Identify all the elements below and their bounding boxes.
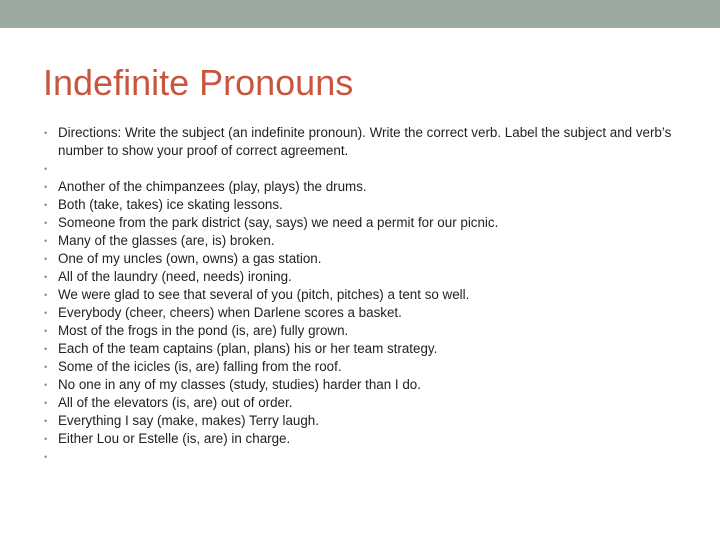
- bullet-item: [43, 376, 683, 394]
- bullet-item: [43, 394, 683, 412]
- bullet-item: [43, 340, 683, 358]
- bullet-dot-icon: •: [44, 398, 48, 408]
- bullet-text: No one in any of my classes (study, studies) harder than I do.: [58, 377, 421, 392]
- bullet-text: Everybody (cheer, cheers) when Darlene scores a basket.: [58, 305, 402, 320]
- bullet-item: [43, 430, 683, 448]
- bullet-dot-icon: •: [44, 290, 48, 300]
- bullet-item: [43, 124, 683, 160]
- bullet-item: [43, 250, 683, 268]
- bullet-item: [43, 232, 683, 250]
- bullet-dot-icon: •: [44, 272, 48, 282]
- bullet-text: Directions: Write the subject (an indefinite pronoun). Write the correct verb. Label the subject and verb’s number to show your proof of correct agreement.: [58, 125, 672, 158]
- bullet-item: [43, 160, 683, 178]
- bullet-dot-icon: •: [44, 362, 48, 372]
- bullet-dot-icon: •: [44, 452, 48, 462]
- bullet-text: Another of the chimpanzees (play, plays) the drums.: [58, 179, 367, 194]
- bullet-dot-icon: •: [44, 416, 48, 426]
- bullet-item: [43, 322, 683, 340]
- bullet-text: Either Lou or Estelle (is, are) in charge.: [58, 431, 291, 446]
- bullet-text: Both (take, takes) ice skating lessons.: [58, 197, 283, 212]
- bullet-item: [43, 412, 683, 430]
- slide-title: Indefinite Pronouns: [43, 62, 354, 103]
- bullet-dot-icon: •: [44, 218, 48, 228]
- bullet-dot-icon: •: [44, 326, 48, 336]
- bullet-list: [43, 124, 683, 466]
- bullet-dot-icon: •: [44, 200, 48, 210]
- bullet-dot-icon: •: [44, 380, 48, 390]
- bullet-item: [43, 268, 683, 286]
- bullet-text: One of my uncles (own, owns) a gas station.: [58, 251, 322, 266]
- bullet-text: Someone from the park district (say, says) we need a permit for our picnic.: [58, 215, 499, 230]
- bullet-item: [43, 286, 683, 304]
- bullet-text: Everything I say (make, makes) Terry laugh.: [58, 413, 319, 428]
- bullet-text: We were glad to see that several of you (pitch, pitches) a tent so well.: [58, 287, 470, 302]
- bullet-item: [43, 196, 683, 214]
- bullet-dot-icon: •: [44, 308, 48, 318]
- top-header-bar: [0, 0, 720, 28]
- bullet-item: [43, 178, 683, 196]
- bullet-item: [43, 214, 683, 232]
- bullet-dot-icon: •: [44, 128, 48, 138]
- bullet-dot-icon: •: [44, 164, 48, 174]
- bullet-item: [43, 304, 683, 322]
- bullet-text: Many of the glasses (are, is) broken.: [58, 233, 275, 248]
- bullet-text: Most of the frogs in the pond (is, are) fully grown.: [58, 323, 349, 338]
- bullet-text: All of the laundry (need, needs) ironing.: [58, 269, 292, 284]
- bullet-dot-icon: •: [44, 344, 48, 354]
- bullet-dot-icon: •: [44, 182, 48, 192]
- bullet-item: [43, 358, 683, 376]
- bullet-dot-icon: •: [44, 434, 48, 444]
- bullet-item: [43, 448, 683, 466]
- bullet-text: Some of the icicles (is, are) falling from the roof.: [58, 359, 342, 374]
- bullet-dot-icon: •: [44, 236, 48, 246]
- bullet-text: All of the elevators (is, are) out of order.: [58, 395, 293, 410]
- bullet-text: Each of the team captains (plan, plans) his or her team strategy.: [58, 341, 438, 356]
- bullet-dot-icon: •: [44, 254, 48, 264]
